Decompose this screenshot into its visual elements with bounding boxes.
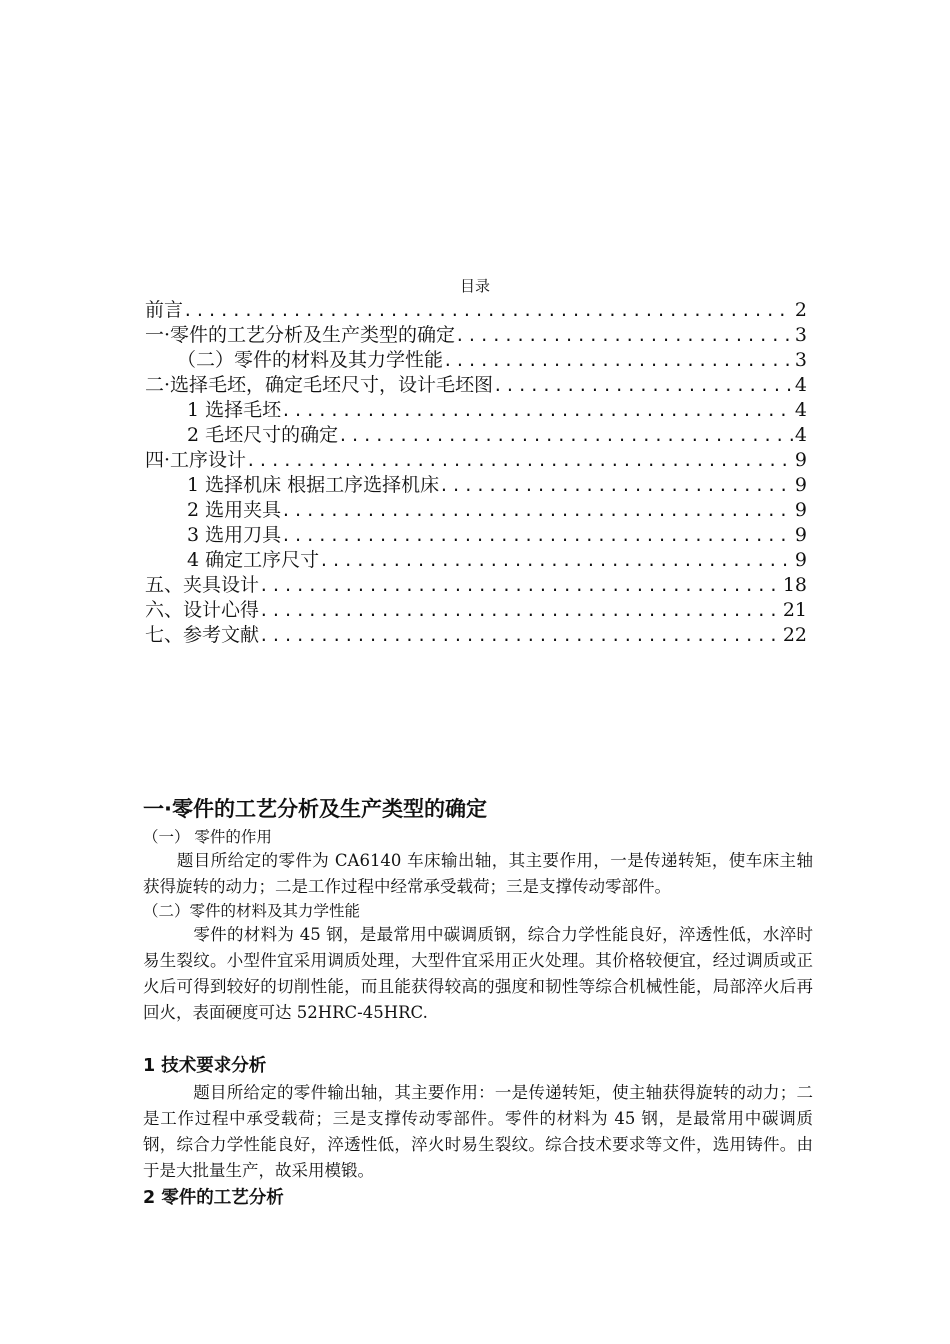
section-heading: 一·零件的工艺分析及生产类型的确定	[143, 797, 487, 821]
toc-entry-page: 18	[782, 574, 807, 596]
toc-entry-label: 一·零件的工艺分析及生产类型的确定	[145, 324, 456, 346]
spacer	[143, 1026, 813, 1052]
toc-entry-page: 4	[794, 424, 807, 446]
paragraph: 题目所给定的零件输出轴，其主要作用：一是传递转矩，使主轴获得旋转的动力；二是工作过程中承受载荷；三是支撑传动零部件。零件的材料为 45 钢，是最常用中碳调质钢，综合力学性能良好，淬透性低，淬火时易生裂纹。综合技术要求等文件，选用铸件。由于是大批量生产，故采用模锻。	[143, 1083, 813, 1180]
toc-entry-label: 1 选择机床 根据工序选择机床	[187, 474, 440, 496]
toc-entry[interactable]	[145, 423, 807, 448]
toc-entry-label: 3 选用刀具	[187, 524, 282, 546]
toc-leader-dots	[246, 448, 793, 473]
toc-entry-label: 4 确定工序尺寸	[187, 549, 320, 571]
toc-entry[interactable]	[145, 548, 807, 573]
toc-entry[interactable]	[145, 348, 807, 373]
toc-leader-dots	[439, 473, 793, 498]
toc-leader-dots	[338, 423, 793, 448]
toc-leader-dots	[281, 523, 793, 548]
toc-entry-label: （二）零件的材料及其力学性能	[177, 349, 444, 371]
toc-title: 目录	[459, 277, 490, 295]
toc-entry-label: 前言	[145, 299, 184, 321]
toc-entry-label: 1 选择毛坯	[187, 399, 282, 421]
toc-leader-dots	[319, 548, 793, 573]
paragraph: 零件的材料为 45 钢，是最常用中碳调质钢，综合力学性能良好，淬透性低，水淬时易生裂纹。小型件宜采用调质处理，大型件宜采用正火处理。其价格较便宜，经过调质或正火后可得到较好的切削性能，而且能获得较高的强度和韧性等综合机械性能，局部淬火后再回火，表面硬度可达 52HRC-45HRC.	[143, 925, 813, 1022]
toc-entry[interactable]	[145, 473, 807, 498]
toc-leader-dots	[281, 398, 793, 423]
paragraph: 题目所给定的零件为 CA6140 车床输出轴，其主要作用，一是传递转矩，使车床主轴获得旋转的动力；二是工作过程中经常承受载荷；三是支撑传动零部件。	[143, 851, 813, 896]
toc-leader-dots	[259, 623, 781, 648]
toc-entry[interactable]	[145, 373, 807, 398]
toc-leader-dots	[281, 498, 793, 523]
toc-entry-page: 9	[794, 524, 807, 546]
toc-leader-dots	[259, 598, 781, 623]
toc-entry-page: 3	[794, 324, 807, 346]
toc-entry[interactable]	[145, 598, 807, 623]
toc-entry-label: 二·选择毛坯，确定毛坯尺寸，设计毛坯图	[145, 374, 494, 396]
toc-leader-dots	[455, 323, 793, 348]
toc-entry-page: 4	[794, 374, 807, 396]
toc-entry-page: 9	[794, 449, 807, 471]
toc-entry-label: 2 毛坯尺寸的确定	[187, 424, 339, 446]
toc-entry[interactable]	[145, 323, 807, 348]
toc-entry-label: 六、设计心得	[145, 599, 260, 621]
section-heading: 1 技术要求分析	[143, 1056, 267, 1076]
toc-entry-page: 4	[794, 399, 807, 421]
toc-entry-label: 四·工序设计	[145, 449, 247, 471]
toc-entry-page: 9	[794, 549, 807, 571]
toc-entry[interactable]	[145, 498, 807, 523]
toc-leader-dots	[493, 373, 793, 398]
toc-entry[interactable]	[145, 398, 807, 423]
toc-entry[interactable]	[145, 623, 807, 648]
toc-entry-label: 五、夹具设计	[145, 574, 260, 596]
toc-leader-dots	[259, 573, 781, 598]
toc-entry-page: 22	[782, 624, 807, 646]
toc-entry-page: 2	[794, 299, 807, 321]
toc-entry-label: 2 选用夹具	[187, 499, 282, 521]
toc-entry[interactable]	[145, 298, 807, 323]
toc-entry-page: 21	[782, 599, 807, 621]
subsection-title: （二）零件的材料及其力学性能	[143, 902, 361, 920]
section-heading: 2 零件的工艺分析	[143, 1188, 284, 1208]
toc-entry[interactable]	[145, 523, 807, 548]
toc-entry-label: 七、参考文献	[145, 624, 260, 646]
table-of-contents	[145, 298, 807, 648]
toc-leader-dots	[443, 348, 793, 373]
subsection-title: （一） 零件的作用	[143, 828, 272, 846]
toc-leader-dots	[183, 298, 793, 323]
toc-entry-page: 9	[794, 474, 807, 496]
toc-entry-page: 3	[794, 349, 807, 371]
toc-entry-page: 9	[794, 499, 807, 521]
document-body	[143, 792, 813, 1212]
toc-entry[interactable]	[145, 573, 807, 598]
toc-entry[interactable]	[145, 448, 807, 473]
